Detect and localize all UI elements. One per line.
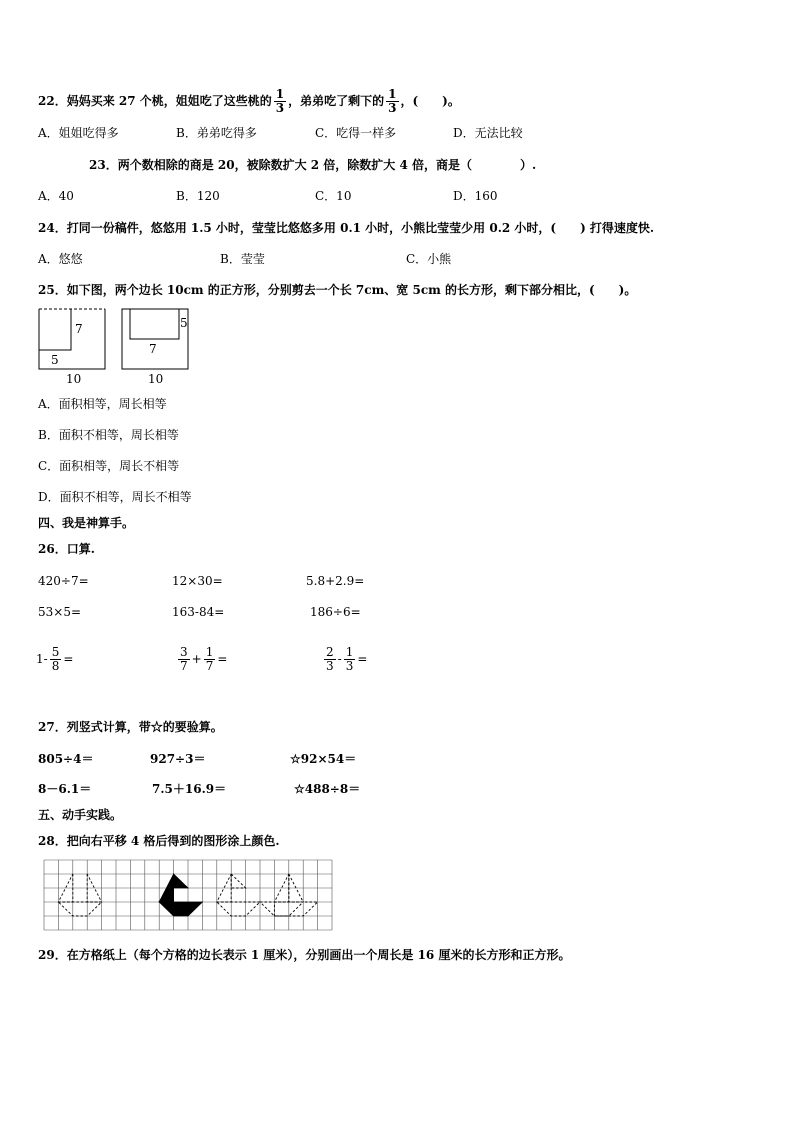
q26-fraction-item: 1- $\frac{5}{8}$ = <box>36 645 74 673</box>
q24-option-c: C．小熊 <box>406 252 452 266</box>
q25-option-c: C．面积相等，周长不相等 <box>38 459 180 473</box>
section-5-heading: 五、动手实践。 <box>38 808 123 822</box>
q27-item: 927÷3＝ <box>150 752 206 766</box>
square-right <box>122 309 188 386</box>
q25-stem: 25．如下图，两个边长 10cm 的正方形，分别剪去一个长 7cm、宽 5cm 的长方形，剩下部分相比，( )。 <box>38 283 637 297</box>
q27-item: ☆488÷8＝ <box>294 782 361 796</box>
label-10: 10 <box>66 372 82 386</box>
q28-grid-figure <box>42 858 338 934</box>
q26-item: 12×30= <box>172 574 223 588</box>
q25-option-b: B．面积不相等，周长相等 <box>38 428 179 442</box>
q23-option-c: C．10 <box>315 189 352 203</box>
q27-item: 7.5＋16.9＝ <box>152 782 227 796</box>
q26-item: 186÷6= <box>310 605 361 619</box>
label-7: 7 <box>149 342 157 356</box>
q23-option-b: B．120 <box>176 189 220 203</box>
grid-lines <box>44 860 332 930</box>
q26-item: 163-84= <box>172 605 225 619</box>
q29-stem: 29．在方格纸上（每个方格的边长表示 1 厘米），分别画出一个周长是 16 厘米的长方形和正方形。 <box>38 948 571 962</box>
q24-option-b: B．莹莹 <box>220 252 265 266</box>
q26-item: 420÷7= <box>38 574 89 588</box>
q22-option-a: A．姐姐吃得多 <box>38 126 119 140</box>
q22-option-d: D．无法比较 <box>453 126 523 140</box>
fraction-one-third: $\frac{1}{3}$ <box>388 87 397 115</box>
solid-black-boat <box>159 874 202 916</box>
q26-title: 26．口算. <box>38 542 95 556</box>
q27-item: 8－6.1＝ <box>38 782 92 796</box>
q28-title: 28．把向右平移 4 格后得到的图形涂上颜色. <box>38 834 280 848</box>
q24-stem: 24．打同一份稿件，悠悠用 1.5 小时，莹莹比悠悠多用 0.1 小时，小熊比莹莹少用 0.2 小时，( ) 打得速度快. <box>38 221 655 235</box>
q25-option-a: A．面积相等，周长相等 <box>38 397 167 411</box>
label-5: 5 <box>51 353 59 367</box>
q22-option-c: C．吃得一样多 <box>315 126 397 140</box>
q26-item: 53×5= <box>38 605 82 619</box>
q27-item: ☆92×54＝ <box>290 752 357 766</box>
q24-option-a: A．悠悠 <box>38 252 83 266</box>
label-10: 10 <box>148 372 164 386</box>
label-7: 7 <box>75 322 83 336</box>
q23-stem: 23．两个数相除的商是 20，被除数扩大 2 倍，除数扩大 4 倍，商是（ ）. <box>89 158 537 172</box>
q22-stem: 22．妈妈买来 27 个桃，姐姐吃了这些桃的 $\frac{1}{3}$ ，弟弟吃了剩下的 $\frac{1}{3}$ ，( )。 <box>38 87 460 115</box>
dashed-boat-1 <box>58 874 101 916</box>
q23-option-d: D．160 <box>453 189 498 203</box>
section-4-heading: 四、我是神算手。 <box>38 516 135 530</box>
dashed-boat-2 <box>217 874 260 916</box>
q25-option-d: D．面积不相等，周长不相等 <box>38 490 192 504</box>
q23-option-a: A．40 <box>38 189 74 203</box>
square-left <box>39 309 105 386</box>
q27-title: 27．列竖式计算，带☆的要验算。 <box>38 720 223 734</box>
q25-squares-figure <box>34 303 194 387</box>
q27-item: 805÷4＝ <box>38 752 94 766</box>
fraction-one-third: $\frac{1}{3}$ <box>275 87 285 115</box>
q26-fraction-item: $\frac{2}{3}$ - $\frac{1}{3}$ = <box>326 645 368 673</box>
q26-item: 5.8+2.9= <box>306 574 365 588</box>
label-5: 5 <box>180 316 188 330</box>
q22-option-b: B．弟弟吃得多 <box>176 126 257 140</box>
q26-fraction-item: $\frac{3}{7}$ + $\frac{1}{7}$ = <box>180 645 228 673</box>
